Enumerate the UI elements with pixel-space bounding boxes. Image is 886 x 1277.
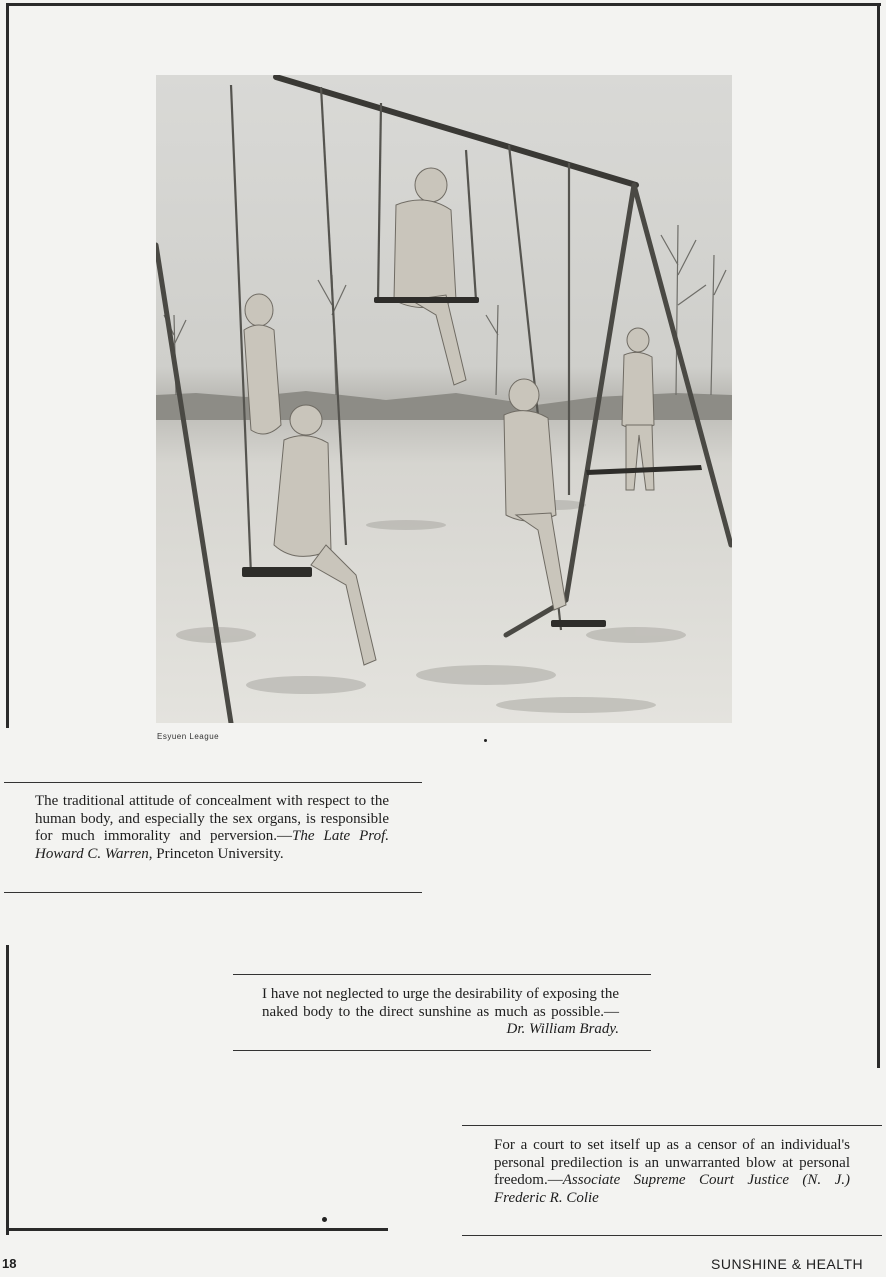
- quote-rule-top: [233, 974, 651, 975]
- quote-warren: [35, 793, 389, 863]
- quote-colie: [494, 1137, 850, 1207]
- quote-rule-bottom: [233, 1050, 651, 1051]
- page-number: 18: [2, 1256, 17, 1271]
- magazine-name: SUNSHINE & HEALTH: [711, 1256, 864, 1272]
- quote-source: Associate Supreme Court Justice (N. J.) Frederic R. Colie: [494, 1172, 850, 1206]
- swing-photograph: [156, 75, 732, 723]
- ink-speck: [322, 1217, 327, 1222]
- page-border-bottom: [6, 1228, 388, 1231]
- quote-text: I have not neglected to urge the desirability of exposing the naked body to the direct sunshine as much as possible.—: [262, 986, 619, 1020]
- photo-credit: Esyuen League: [157, 732, 220, 741]
- quote-rule-bottom: [462, 1235, 882, 1236]
- quote-rule-top: [4, 782, 422, 783]
- page-border-top: [6, 3, 881, 6]
- quote-rule-top: [462, 1125, 882, 1126]
- quote-source: The Late Prof. Howard C. Warren: [35, 828, 389, 862]
- quote-source: Dr. William Brady.: [506, 1021, 619, 1037]
- swing-photograph-art: [156, 75, 732, 723]
- quote-rule-bottom: [4, 892, 422, 893]
- ink-speck: [484, 739, 487, 742]
- quote-brady: [262, 986, 619, 1039]
- quote-text: For a court to set itself up as a censor of an individual's personal predilection is an unwarranted blow at personal freedom.—: [494, 1137, 850, 1188]
- page-border-right: [877, 3, 880, 1068]
- page-border-left-lower: [6, 945, 9, 1235]
- page-border-left: [6, 3, 9, 728]
- quote-source-suffix: , Princeton University.: [148, 845, 284, 862]
- quote-text: The traditional attitude of concealment with respect to the human body, and especially the sex organs, is responsible for much immorality and perversion.—: [35, 793, 389, 844]
